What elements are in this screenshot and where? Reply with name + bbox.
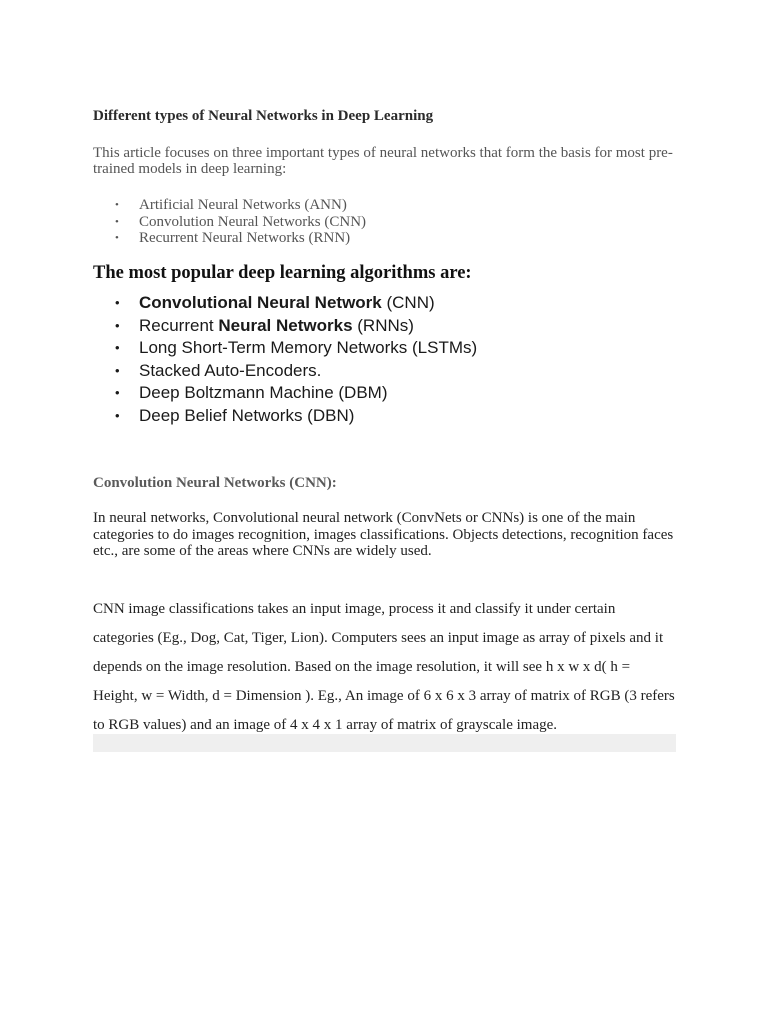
algorithm-name-bold: Convolutional Neural Network [139,293,382,312]
network-types-list [93,197,366,247]
algorithm-name-text: Recurrent [139,315,219,335]
algorithm-name-text: Deep Belief Networks (DBN) [139,405,355,425]
list-item [93,382,477,405]
cnn-paragraph-2: CNN image classifications takes an input image, process it and classify it under certain categories (Eg., Dog, Cat, Tiger, Lion). Computers sees an input image as array of pixels and it depends on the image resolution. Based on the image resolution, it will see h x w x d( h = Height, w = Width, d = Dimension ). Eg., An image of 6 x 6 x 3 array of matrix of RGB (3 refers to RGB values) and an image of 4 x 4 x 1 array of matrix of grayscale image. [93,601,675,733]
list-item [93,315,477,338]
algorithm-name-text: (CNN) [381,293,435,312]
algorithms-list [93,292,477,428]
algorithm-name-bold: Neural Networks [218,315,353,335]
list-item [93,337,477,360]
list-item [93,292,477,315]
list-item: • Artificial Neural Networks (ANN) [93,197,366,214]
list-item: • Convolution Neural Networks (CNN) [93,214,366,231]
document-title: Different types of Neural Networks in Deep Learning [93,108,434,124]
algorithm-name-text: (RNNs) [352,315,414,335]
algorithms-heading: The most popular deep learning algorithms are: [93,263,472,283]
intro-paragraph: This article focuses on three important types of neural networks that form the basis for most pre-trained models in deep learning: [93,145,673,177]
algorithm-name-text: Long Short-Term Memory Networks (LSTMs) [139,338,478,358]
algorithm-name-text: Deep Boltzmann Machine (DBM) [139,383,388,403]
cnn-section-heading: Convolution Neural Networks (CNN): [93,475,337,491]
list-item: • Recurrent Neural Networks (RNN) [93,230,366,247]
cnn-paragraph-1: In neural networks, Convolutional neural network (ConvNets or CNNs) is one of the main categories to do images recognition, images classifications. Objects detections, recognition faces etc., are some of the areas where CNNs are widely used. [93,510,674,559]
list-item [93,360,477,383]
algorithm-name-text: Stacked Auto-Encoders. [139,360,322,380]
list-item [93,405,477,428]
